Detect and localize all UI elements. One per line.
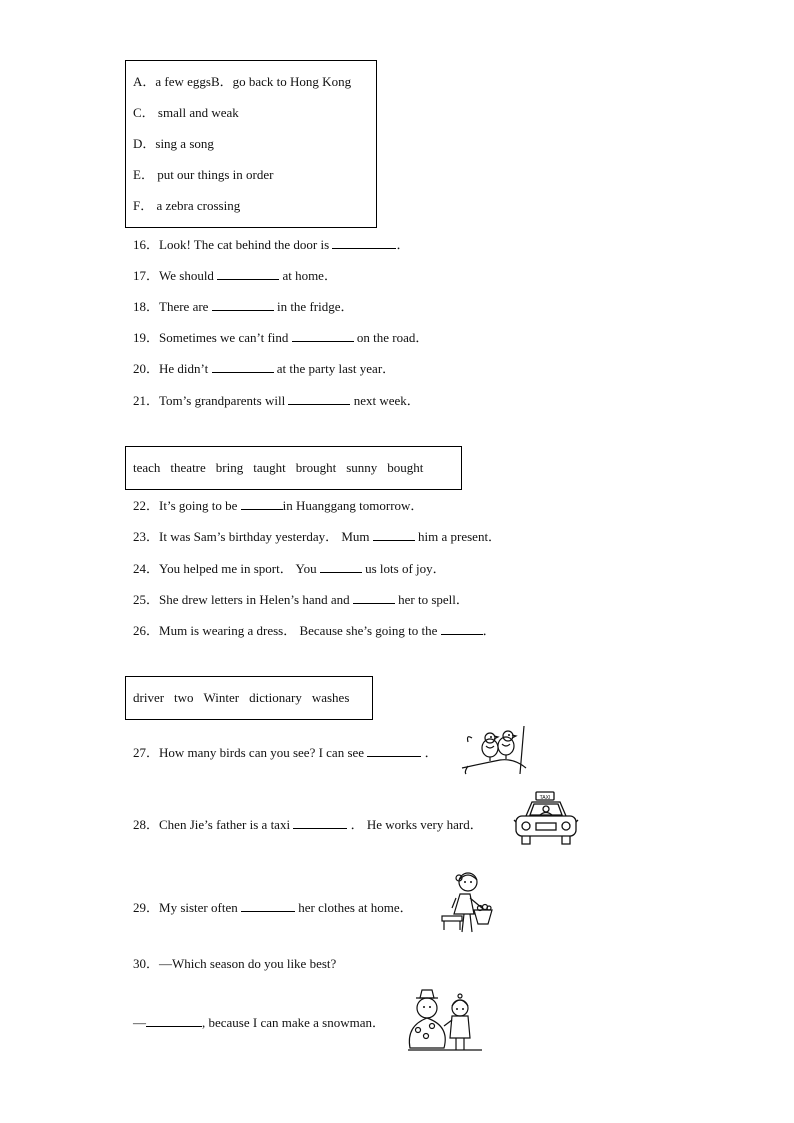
question-text: There are: [159, 299, 209, 314]
option-f: F． a zebra crossing: [133, 198, 241, 213]
option-a-b: A．a few eggsB．go back to Hong Kong: [133, 74, 352, 89]
question-text: Tom’s grandparents will: [159, 393, 286, 408]
word-bank-item: taught: [253, 460, 286, 475]
word-bank-3: [133, 690, 359, 706]
question-text-after: her clothes at home．: [298, 900, 413, 915]
question-text-after: ．: [424, 745, 438, 760]
answer-dash: —: [133, 1015, 146, 1030]
word-bank-item: sunny: [346, 460, 378, 475]
question-text: You helped me in sport． You: [159, 561, 317, 576]
word-bank-item: dictionary: [249, 690, 302, 705]
word-bank-item: bring: [215, 460, 244, 475]
answer-blank[interactable]: [217, 267, 279, 280]
word-bank-item: teach: [133, 460, 161, 475]
birds-on-branch-illustration: [460, 724, 530, 776]
question-number: 26．: [133, 623, 160, 638]
question-number: 27．: [133, 745, 160, 760]
question-text-after: her to spell．: [398, 592, 469, 607]
question-text: It’s going to be: [159, 498, 238, 513]
question-26: [133, 622, 496, 639]
question-number: 17．: [133, 268, 160, 283]
option-d: D．sing a song: [133, 136, 214, 151]
question-text-after: ．: [396, 237, 410, 252]
answer-blank[interactable]: [332, 236, 396, 249]
taxi-illustration: [512, 790, 580, 856]
word-bank-item: bought: [387, 460, 424, 475]
question-text-after: at the party last year．: [276, 361, 396, 376]
snowman-illustration: [404, 986, 486, 1054]
question-text: Chen Jie’s father is a taxi: [159, 817, 291, 832]
answer-blank[interactable]: [241, 497, 283, 510]
question-text-after: on the road．: [356, 330, 429, 345]
question-number: 25．: [133, 592, 160, 607]
question-text-after: ． He works very hard．: [350, 817, 483, 832]
question-17: [133, 267, 337, 284]
question-number: 18．: [133, 299, 160, 314]
word-bank-item: driver: [133, 690, 165, 705]
question-text: Sometimes we can’t find: [159, 330, 289, 345]
answer-blank[interactable]: [373, 528, 415, 541]
answer-blank[interactable]: [288, 392, 350, 405]
word-bank-item: brought: [295, 460, 337, 475]
question-number: 22．: [133, 498, 160, 513]
question-24: [133, 560, 446, 577]
question-text-after: him a present．: [418, 529, 502, 544]
question-text: Mum is wearing a dress． Because she’s going to the: [159, 623, 438, 638]
question-number: 21．: [133, 393, 160, 408]
answer-blank[interactable]: [146, 1014, 202, 1027]
word-bank-item: theatre: [170, 460, 206, 475]
answer-blank[interactable]: [293, 816, 347, 829]
question-text: My sister often: [159, 900, 238, 915]
answer-blank[interactable]: [441, 622, 483, 635]
question-number: 29．: [133, 900, 160, 915]
question-30-answer: [133, 1014, 385, 1031]
answer-blank[interactable]: [212, 298, 274, 311]
question-22: [133, 497, 423, 514]
question-number: 24．: [133, 561, 160, 576]
answer-blank[interactable]: [320, 560, 362, 573]
question-text-after: , because I can make a snowman．: [202, 1015, 386, 1030]
question-text: How many birds can you see? I can see: [159, 745, 365, 760]
question-20: [133, 360, 395, 377]
question-number: 16．: [133, 237, 160, 252]
question-text-after: in Huanggang tomorrow．: [282, 498, 424, 513]
answer-blank[interactable]: [353, 591, 395, 604]
question-text: We should: [159, 268, 214, 283]
question-19: [133, 329, 428, 346]
question-30: [133, 956, 336, 972]
question-number: 23．: [133, 529, 160, 544]
answer-blank[interactable]: [367, 744, 421, 757]
question-number: 20．: [133, 361, 160, 376]
question-text: She drew letters in Helen’s hand and: [159, 592, 350, 607]
question-text-after: us lots of joy．: [365, 561, 446, 576]
question-23: [133, 528, 501, 545]
question-number: 30．: [133, 956, 160, 971]
question-16: [133, 236, 409, 253]
question-27: [133, 744, 438, 761]
answer-blank[interactable]: [212, 360, 274, 373]
option-c: C． small and weak: [133, 105, 239, 120]
question-25: [133, 591, 469, 608]
question-text: Look! The cat behind the door is: [159, 237, 330, 252]
question-text-after: at home．: [282, 268, 337, 283]
question-29: [133, 899, 413, 916]
answer-blank[interactable]: [292, 329, 354, 342]
taxi-sign-text: TAXI: [539, 795, 551, 801]
question-text: It was Sam’s birthday yesterday． Mum: [159, 529, 370, 544]
question-text-after: next week．: [353, 393, 420, 408]
question-28: [133, 816, 483, 833]
word-bank-item: two: [174, 690, 194, 705]
option-e: E． put our things in order: [133, 167, 274, 182]
word-bank-item: Winter: [203, 690, 240, 705]
word-bank-item: washes: [311, 690, 350, 705]
question-21: [133, 392, 420, 409]
question-text: —Which season do you like best?: [159, 956, 337, 971]
question-number: 19．: [133, 330, 160, 345]
question-18: [133, 298, 354, 315]
answer-blank[interactable]: [241, 899, 295, 912]
girl-washing-clothes-illustration: [438, 870, 496, 938]
question-number: 28．: [133, 817, 160, 832]
question-text-after: ．: [482, 623, 496, 638]
word-bank-2: [133, 460, 433, 476]
question-text: He didn’t: [159, 361, 209, 376]
question-text-after: in the fridge．: [276, 299, 354, 314]
